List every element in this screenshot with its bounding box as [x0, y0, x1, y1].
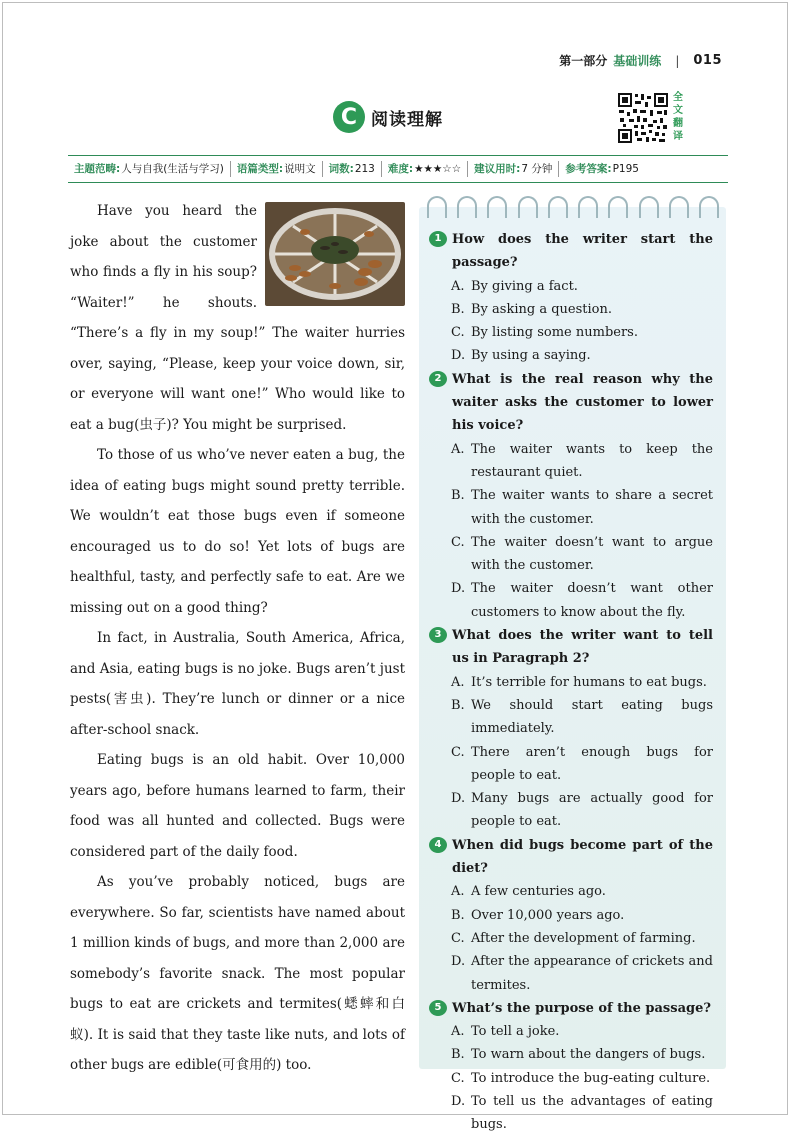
option-d[interactable]: D. After the appearance of crickets and termites.	[451, 954, 713, 993]
question-number-badge: 4	[429, 837, 447, 853]
qr-code-icon[interactable]	[617, 92, 669, 144]
question-stem: What does the writer want to tell us in Paragraph 2?	[452, 628, 713, 667]
notebook-rings	[427, 196, 719, 218]
option-d[interactable]: D. Many bugs are actually good for people to eat.	[451, 791, 713, 830]
option-a[interactable]: A. It’s terrible for humans to eat bugs.	[451, 674, 707, 690]
question-stem: What is the real reason why the waiter asks the customer to lower his voice?	[452, 371, 713, 434]
section-letter-icon: C	[333, 101, 365, 133]
meta-word-count: 词数: 213	[323, 161, 382, 177]
passage-paragraph: As you’ve probably noticed, bugs are everywhere. So far, scientists have named about 1 million kinds of bugs, and more than 2,000 are somebody’s favorite snack. The most popular bugs to eat are crickets and termites(蟋蟀和白蚁). It is said that they taste like nuts, and lots of other bugs are edible(可食用的) too.	[70, 874, 405, 1073]
passage-paragraph: Have you heard the joke about the customer who finds a fly in his soup? “Waiter!” he shouts. “There’s a fly in my soup!” The waiter hurries over, saying, “Please, keep your voice down, sir, or everyone will want one!” Who would like to eat a bug(虫子)? You might be surprised.	[70, 203, 405, 433]
option-d[interactable]: D. To tell us the advantages of eating bugs.	[451, 1093, 713, 1133]
question-3	[429, 624, 713, 834]
section-title-text: 阅读理解	[371, 109, 443, 130]
section-name: 基础训练	[613, 54, 662, 68]
meta-answer-page: 参考答案: P195	[565, 163, 639, 175]
option-b[interactable]: B. Over 10,000 years ago.	[451, 907, 625, 923]
header-divider: |	[675, 53, 680, 68]
option-a[interactable]: A. The waiter wants to keep the restaurant quiet.	[451, 441, 713, 480]
passage-paragraph: To those of us who’ve never eaten a bug, the idea of eating bugs might sound pretty terrible. We wouldn’t eat those bugs even if someone encouraged us to do so! Yet lots of bugs are healthful, tasty, and perfectly safe to eat. Are we missing out on a good thing?	[70, 447, 405, 616]
option-c[interactable]: C. By listing some numbers.	[451, 325, 638, 341]
meta-difficulty: 难度: ★★★☆☆	[382, 161, 468, 177]
question-stem: When did bugs become part of the diet?	[452, 837, 713, 877]
option-a[interactable]: A. A few centuries ago.	[451, 884, 606, 900]
meta-suggested-time: 建议用时: 7 分钟	[468, 161, 559, 177]
option-c[interactable]: C. The waiter doesn’t want to argue with the customer.	[451, 534, 713, 574]
option-b[interactable]: B. The waiter wants to share a secret with the customer.	[451, 488, 713, 527]
page-number: 015	[693, 53, 722, 68]
option-b[interactable]: B. By asking a question.	[451, 301, 612, 317]
option-b[interactable]: B. To warn about the dangers of bugs.	[451, 1047, 706, 1063]
section-title	[333, 101, 443, 133]
question-list	[429, 228, 713, 1137]
question-number-badge: 2	[429, 371, 447, 387]
passage-paragraph: Eating bugs is an old habit. Over 10,000 years ago, before humans learned to farm, their food was all hunted and collected. Bugs were considered part of the daily food.	[70, 752, 405, 860]
meta-genre: 语篇类型: 说明文	[231, 161, 323, 177]
running-header	[559, 52, 722, 69]
option-d[interactable]: D. By using a saying.	[451, 348, 591, 364]
question-1	[429, 228, 713, 368]
question-stem: How does the writer start the passage?	[452, 232, 713, 271]
option-b[interactable]: B. We should start eating bugs immediately.	[451, 697, 713, 737]
passage-info-bar	[68, 155, 728, 183]
passage-paragraph: In fact, in Australia, South America, Africa, and Asia, eating bugs is no joke. Bugs aren’t just pests(害虫). They’re lunch or dinner or a nice after-school snack.	[70, 630, 405, 738]
question-number-badge: 3	[429, 627, 447, 643]
question-stem: What’s the purpose of the passage?	[452, 1000, 711, 1016]
option-a[interactable]: A. To tell a joke.	[451, 1024, 560, 1040]
fried-bugs-photo	[265, 202, 405, 306]
option-c[interactable]: C. After the development of farming.	[451, 930, 696, 946]
option-c[interactable]: C. To introduce the bug-eating culture.	[451, 1070, 711, 1086]
section-part: 第一部分	[559, 54, 608, 68]
option-a[interactable]: A. By giving a fact.	[451, 278, 578, 294]
option-d[interactable]: D. The waiter doesn’t want other customers to know about the fly.	[451, 581, 713, 620]
qr-label: 全 文 翻 译	[673, 92, 683, 142]
option-c[interactable]: C. There aren’t enough bugs for people to eat.	[451, 744, 713, 783]
question-number-badge: 5	[429, 1000, 447, 1016]
meta-topic: 主题范畴: 人与自我(生活与学习)	[68, 161, 231, 177]
reading-passage	[70, 196, 405, 1081]
question-5	[429, 997, 713, 1137]
question-2	[429, 368, 713, 624]
question-4	[429, 834, 713, 997]
question-number-badge: 1	[429, 231, 447, 247]
